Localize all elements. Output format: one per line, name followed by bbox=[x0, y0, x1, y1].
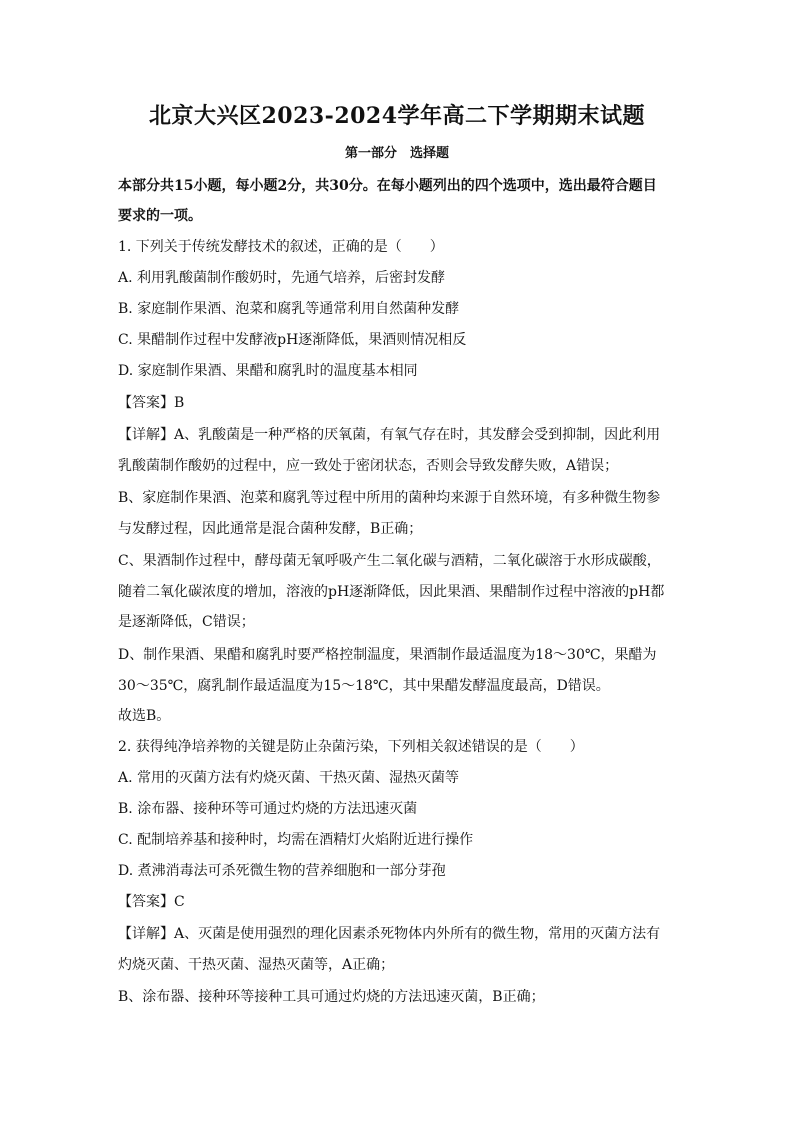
question-1-option-c: C. 果醋制作过程中发酵液pH逐渐降低，果酒则情况相反 bbox=[118, 332, 467, 348]
question-1-explanation-line: 乳酸菌制作酸奶的过程中，应一致处于密闭状态，否则会导致发酵失败，A错误； bbox=[118, 458, 619, 474]
question-2-explanation-line: 【详解】A、灭菌是使用强烈的理化因素杀死物体内外所有的微生物，常用的灭菌方法有 bbox=[118, 926, 661, 942]
question-2-option-d: D. 煮沸消毒法可杀死微生物的营养细胞和一部分芽孢 bbox=[118, 863, 446, 879]
question-1-explanation-line: 30～35℃，腐乳制作最适温度为15～18℃，其中果醋发酵温度最高，D错误。 bbox=[118, 678, 610, 694]
question-1-explanation-line: 与发酵过程，因此通常是混合菌种发酵，B正确； bbox=[118, 521, 423, 537]
question-2-explanation-line: 灼烧灭菌、干热灭菌、湿热灭菌等，A正确； bbox=[118, 957, 395, 973]
question-1-explanation-line: 【详解】A、乳酸菌是一种严格的厌氧菌，有氧气存在时，其发酵会受到抑制，因此利用 bbox=[118, 427, 661, 443]
question-2-answer: 【答案】C bbox=[118, 894, 185, 910]
section-heading: 第一部分 选择题 bbox=[344, 146, 449, 161]
question-2-explanation-line: B、涂布器、接种环等接种工具可通过灼烧的方法迅速灭菌，B正确； bbox=[118, 989, 545, 1005]
question-1-option-d: D. 家庭制作果酒、果醋和腐乳时的温度基本相同 bbox=[118, 363, 418, 379]
question-1-explanation-line: B、家庭制作果酒、泡菜和腐乳等过程中所用的菌种均来源于自然环境，有多种微生物参 bbox=[118, 490, 661, 506]
question-1-option-b: B. 家庭制作果酒、泡菜和腐乳等通常利用自然菌种发酵 bbox=[118, 301, 460, 317]
question-2-option-a: A. 常用的灭菌方法有灼烧灭菌、干热灭菌、湿热灭菌等 bbox=[118, 770, 460, 786]
question-1-explanation-line: 是逐渐降低，C错误； bbox=[118, 614, 255, 630]
question-1-option-a: A. 利用乳酸菌制作酸奶时，先通气培养，后密封发酵 bbox=[118, 270, 446, 286]
question-1-explanation-line: C、果酒制作过程中，酵母菌无氧呼吸产生二氧化碳与酒精，二氧化碳溶于水形成碳酸， bbox=[118, 553, 661, 569]
question-1-explanation-line: D、制作果酒、果醋和腐乳时要严格控制温度，果酒制作最适温度为18～30℃，果醋为 bbox=[118, 647, 657, 663]
question-1-explanation-line: 随着二氧化碳浓度的增加，溶液的pH逐渐降低，因此果酒、果醋制作过程中溶液的pH都 bbox=[118, 584, 665, 600]
question-2-stem: 2. 获得纯净培养物的关键是防止杂菌污染，下列相关叙述错误的是（ ） bbox=[118, 739, 584, 755]
question-1-answer: 【答案】B bbox=[118, 395, 185, 411]
question-2-option-b: B. 涂布器、接种环等可通过灼烧的方法迅速灭菌 bbox=[118, 801, 418, 817]
instructions-line: 本部分共15小题，每小题2分，共30分。在每小题列出的四个选项中，选出最符合题目 bbox=[118, 178, 657, 194]
question-2-option-c: C. 配制培养基和接种时，均需在酒精灯火焰附近进行操作 bbox=[118, 832, 474, 848]
question-1-explanation-line: 故选B。 bbox=[118, 708, 171, 724]
page-title: 北京大兴区2023-2024学年高二下学期期末试题 bbox=[148, 103, 646, 129]
instructions-line: 要求的一项。 bbox=[118, 208, 202, 224]
question-1-stem: 1. 下列关于传统发酵技术的叙述，正确的是（ ） bbox=[118, 239, 444, 255]
